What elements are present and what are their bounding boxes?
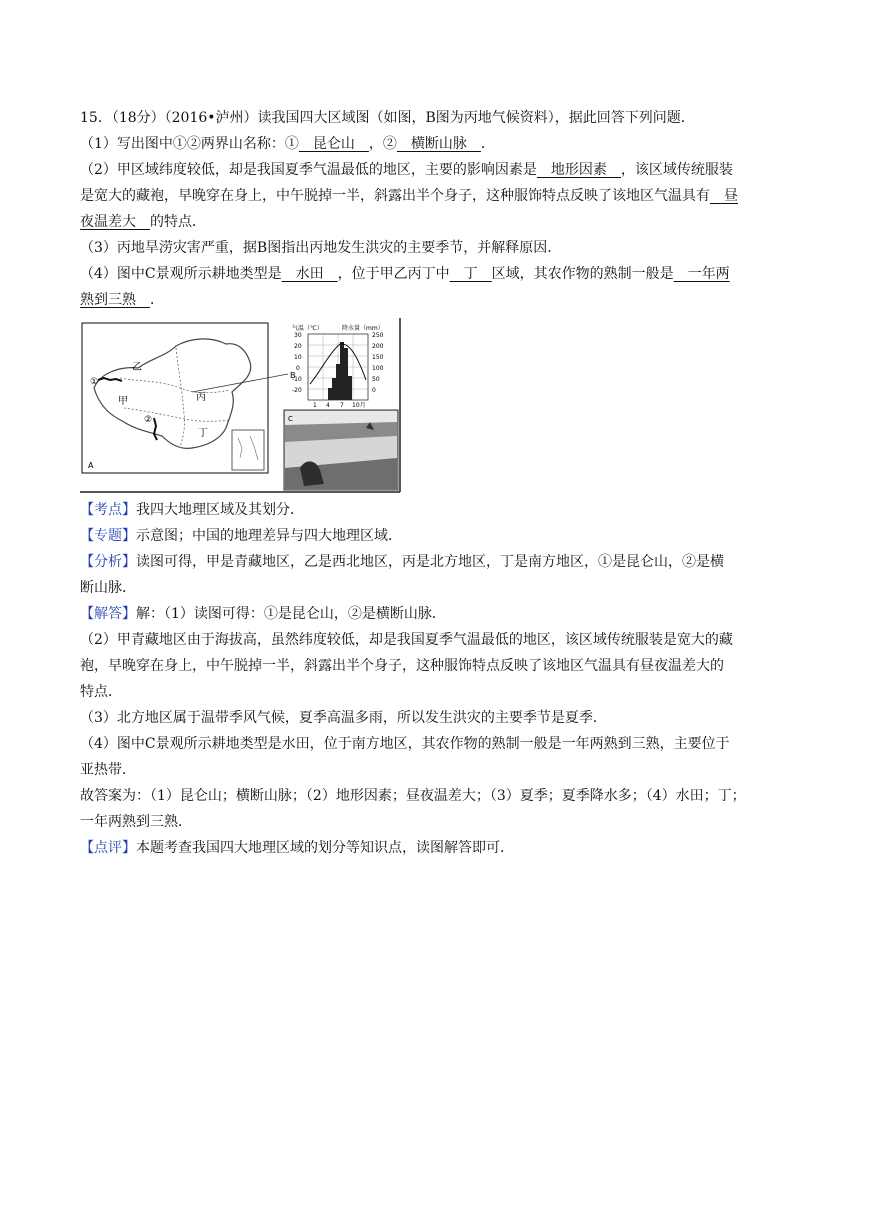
svg-text:7: 7 [340,402,344,409]
question-2-line-2 [80,186,738,206]
q2-line2: 是宽大的藏袍，早晚穿在身上，中午脱掉一半，斜露出半个身子，这种服饰特点反映了该地区气温具有 [80,188,710,204]
label-bing: 丙 [196,392,206,403]
answer-line-2: 一年两熟到三熟． [80,814,192,830]
label-b: B [290,371,296,380]
svg-text:-10: -10 [292,376,302,383]
precip-bars [328,342,352,400]
q1-mid: ，② [368,136,397,152]
dianping-line [80,838,514,858]
landscape-photo-c [284,410,398,490]
map-figure [80,318,402,494]
q2-answer-1: 地形因素 [536,162,621,178]
label-c: C [288,415,293,423]
q2-line1-prefix: （2）甲区域纬度较低，却是我国夏季气温最低的地区，主要的影响因素是 [80,162,537,178]
fenxi-line-1 [80,552,724,572]
svg-text:100: 100 [372,365,384,372]
question-2-line-3 [80,212,206,232]
jieda-4-line-2: 亚热带． [80,762,136,778]
jieda-2-line-1: （2）甲青藏地区由于海拔高，虽然纬度较低，却是我国夏季气温最低的地区，该区域传统服装是宽大的藏 [80,632,733,648]
svg-text:1: 1 [313,402,317,409]
kaodian-line [80,500,304,520]
jieda-3: （3）北方地区属于温带季风气候，夏季高温多雨，所以发生洪灾的主要季节是夏季． [80,710,607,726]
svg-text:30: 30 [294,332,302,339]
question-3: （3）丙地旱涝灾害严重，据B图指出丙地发生洪灾的主要季节，并解释原因． [80,240,562,256]
zhuanti-line [80,526,402,546]
q4-mid1: ，位于甲乙丙丁中 [337,266,450,282]
fenxi-line-2: 断山脉． [80,580,136,596]
dianping-text: 本题考查我国四大地理区域的划分等知识点，读图解答即可． [136,840,514,856]
fenxi-text-1: 读图可得，甲是青藏地区，乙是西北地区，丙是北方地区，丁是南方地区，①是昆仑山，②是横 [136,554,724,570]
question-intro: 15．（18分）（2016•泸州）读我国四大区域图（如图，B图为丙地气候资料），据此回答下列问题． [80,110,695,126]
label-ding: 丁 [198,428,208,439]
dianping-tag: 【点评】 [80,840,136,856]
q2-line1-suffix: ，该区域传统服装 [620,162,733,178]
question-4-line-2 [80,290,164,310]
q2-answer-2-part1: 昼 [710,188,738,204]
q1-suffix: ． [480,136,495,152]
svg-text:200: 200 [372,343,384,350]
q1-answer-1: 昆仑山 [298,136,369,152]
jieda-2-line-3: 特点． [80,684,122,700]
svg-text:-20: -20 [292,387,302,394]
label-two: ② [144,415,153,425]
jieda-tag: 【解答】 [80,606,136,622]
q4-answer-3-part2: 熟到三熟 [80,292,150,308]
climate-left-label: 气温（℃） [292,325,323,332]
svg-text:20: 20 [294,343,302,350]
climate-x-ticks [313,401,366,409]
kaodian-tag: 【考点】 [80,502,136,518]
q4-answer-2: 丁 [449,266,492,282]
svg-text:10月: 10月 [352,402,366,409]
label-yi: 乙 [132,362,142,373]
q2-line3-suffix: 的特点． [150,214,206,230]
climate-right-label: 降水量（mm） [342,325,384,332]
label-a: A [88,461,94,470]
jieda-4-line-1: （4）图中C景观所示耕地类型是水田，位于南方地区，其农作物的熟制一般是一年两熟到三熟，主要位于 [80,736,730,752]
svg-text:10: 10 [294,354,302,361]
svg-text:250: 250 [372,332,384,339]
question-2-line-1 [80,160,733,180]
q4-suffix: ． [150,292,164,308]
map-panel-a [82,323,288,473]
fenxi-tag: 【分析】 [80,554,136,570]
question-1 [80,134,495,154]
label-jia: 甲 [118,396,128,407]
q4-answer-3-part1: 一年两 [673,266,730,282]
svg-text:150: 150 [372,354,384,361]
climate-right-ticks [372,332,384,394]
jieda-2-line-2: 袍，早晚穿在身上，中午脱掉一半，斜露出半个身子，这种服饰特点反映了该地区气温具有昼夜温差大的 [80,658,724,674]
zhuanti-text: 示意图；中国的地理差异与四大地理区域． [136,528,402,544]
svg-text:50: 50 [372,376,380,383]
svg-text:4: 4 [326,402,330,409]
jieda-line-1 [80,604,446,624]
kaodian-text: 我四大地理区域及其划分． [136,502,304,518]
zhuanti-tag: 【专题】 [80,528,136,544]
label-one: ① [90,377,99,387]
q4-mid2: 区域，其农作物的熟制一般是 [491,266,674,282]
climate-left-ticks [292,332,302,394]
climate-chart-b [290,324,384,409]
q4-answer-1: 水田 [281,266,338,282]
q1-answer-2: 横断山脉 [396,136,481,152]
q2-answer-2-part2: 夜温差大 [80,214,150,230]
question-4-line-1 [80,264,730,284]
svg-text:0: 0 [296,365,300,372]
q4-prefix: （4）图中C景观所示耕地类型是 [80,266,282,282]
answer-line-1: 故答案为：（1）昆仑山；横断山脉；（2）地形因素；昼夜温差大；（3）夏季；夏季降水多；（4）水田；丁； [80,788,746,804]
svg-text:0: 0 [372,387,376,394]
map-figure-svg [80,318,402,494]
jieda-text-1: 解：（1）读图可得：①是昆仑山，②是横断山脉． [136,606,446,622]
q1-prefix: （1）写出图中①②两界山名称：① [80,136,299,152]
